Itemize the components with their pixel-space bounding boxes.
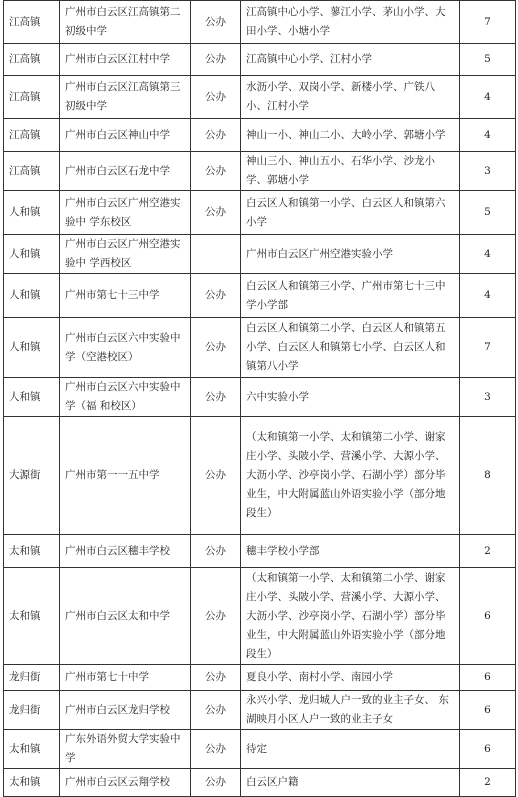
count-cell: 3	[460, 378, 516, 417]
school-type-cell: 公办	[191, 1, 241, 44]
table-row	[4, 535, 516, 568]
middle-school-cell: 广州市第七十中学	[60, 665, 191, 691]
table-body	[4, 1, 516, 797]
middle-school-cell: 广州市白云区石龙中学	[60, 152, 191, 191]
school-district-table	[3, 0, 516, 797]
school-type-cell: 公办	[191, 191, 241, 235]
primary-schools-cell: 水沥小学、双岗小学、新楼小学、广铁八小、江村小学	[241, 76, 460, 119]
middle-school-cell: 广州市白云区江高镇第三初级中学	[60, 76, 191, 119]
primary-schools-cell: 广州市白云区广州空港实验小学	[241, 235, 460, 274]
school-type-cell: 公办	[191, 568, 241, 665]
town-cell: 江高镇	[4, 76, 60, 119]
middle-school-cell: 广州市白云区云翔学校	[60, 769, 191, 797]
school-type-cell: 公办	[191, 152, 241, 191]
middle-school-cell: 广州市白云区龙归学校	[60, 691, 191, 730]
town-cell: 江高镇	[4, 119, 60, 152]
primary-schools-cell: 夏良小学、南村小学、南园小学	[241, 665, 460, 691]
middle-school-cell: 广州市白云区神山中学	[60, 119, 191, 152]
table-row	[4, 665, 516, 691]
count-cell: 7	[460, 1, 516, 44]
school-type-cell: 公办	[191, 119, 241, 152]
town-cell: 人和镇	[4, 378, 60, 417]
primary-schools-cell: 白云区人和镇第三小学、广州市第七十三中学小学部	[241, 274, 460, 318]
primary-schools-cell: 白云区户籍	[241, 769, 460, 797]
table-row	[4, 568, 516, 665]
town-cell: 江高镇	[4, 152, 60, 191]
primary-schools-cell: （太和镇第一小学、太和镇第二小学、谢家庄小学、头陂小学、营溪小学、大源小学、大沥小学、沙亭岗小学、石湖小学）部分毕业生，中大附属蓝山外语实验小学（部分地段生）	[241, 417, 460, 535]
count-cell: 5	[460, 44, 516, 76]
count-cell: 4	[460, 274, 516, 318]
count-cell: 4	[460, 235, 516, 274]
primary-schools-cell: 白云区人和镇第二小学、白云区人和镇第五小学、白云区人和镇第七小学、白云区人和镇第八小学	[241, 318, 460, 378]
table-row	[4, 191, 516, 235]
school-type-cell: 公办	[191, 44, 241, 76]
table-row	[4, 1, 516, 44]
table-row	[4, 235, 516, 274]
primary-schools-cell: 白云区人和镇第一小学、白云区人和镇第六小学	[241, 191, 460, 235]
town-cell: 太和镇	[4, 535, 60, 568]
school-type-cell: 公办	[191, 378, 241, 417]
town-cell: 大源街	[4, 417, 60, 535]
middle-school-cell: 广州市白云区六中实验中学（福 和校区）	[60, 378, 191, 417]
middle-school-cell: 广州市白云区太和中学	[60, 568, 191, 665]
middle-school-cell: 广东外语外贸大学实验中学	[60, 730, 191, 769]
primary-schools-cell: 江高镇中心小学、蓼江小学、茅山小学、大田小学、小塘小学	[241, 1, 460, 44]
middle-school-cell: 广州市白云区穗丰学校	[60, 535, 191, 568]
town-cell: 人和镇	[4, 318, 60, 378]
count-cell: 5	[460, 191, 516, 235]
middle-school-cell: 广州市白云区江村中学	[60, 44, 191, 76]
school-type-cell: 公办	[191, 76, 241, 119]
table-row	[4, 730, 516, 769]
table-row	[4, 274, 516, 318]
table-row	[4, 417, 516, 535]
primary-schools-cell: 神山三小、神山五小、石华小学、沙龙小学、郭塘小学	[241, 152, 460, 191]
town-cell: 人和镇	[4, 235, 60, 274]
middle-school-cell: 广州市白云区江高镇第二初级中学	[60, 1, 191, 44]
primary-schools-cell: 神山一小、神山二小、大岭小学、郭塘小学	[241, 119, 460, 152]
count-cell: 6	[460, 691, 516, 730]
town-cell: 太和镇	[4, 769, 60, 797]
school-type-cell: 公办	[191, 691, 241, 730]
middle-school-cell: 广州市第一一五中学	[60, 417, 191, 535]
table-row	[4, 318, 516, 378]
count-cell: 6	[460, 568, 516, 665]
town-cell: 人和镇	[4, 274, 60, 318]
count-cell: 4	[460, 76, 516, 119]
primary-schools-cell: 永兴小学、龙归城人户一致的业主子女、 东湖映月小区人户一致的业主子女	[241, 691, 460, 730]
count-cell: 7	[460, 318, 516, 378]
count-cell: 6	[460, 665, 516, 691]
school-type-cell: 公办	[191, 535, 241, 568]
count-cell: 2	[460, 769, 516, 797]
primary-schools-cell: （太和镇第一小学、太和镇第二小学、谢家庄小学、头陂小学、营溪小学、大源小学、大沥小学、沙亭岗小学、石湖小学）部分毕业生，中大附属蓝山外语实验小学（部分地段生）	[241, 568, 460, 665]
town-cell: 江高镇	[4, 44, 60, 76]
school-type-cell: 公办	[191, 730, 241, 769]
table-row	[4, 76, 516, 119]
table-row	[4, 44, 516, 76]
school-type-cell: 公办	[191, 318, 241, 378]
school-type-cell: 公办	[191, 417, 241, 535]
school-type-cell: 公办	[191, 665, 241, 691]
middle-school-cell: 广州市白云区广州空港实验中 学西校区	[60, 235, 191, 274]
school-type-cell: 公办	[191, 769, 241, 797]
count-cell: 3	[460, 152, 516, 191]
primary-schools-cell: 穗丰学校小学部	[241, 535, 460, 568]
count-cell: 4	[460, 119, 516, 152]
table-row	[4, 152, 516, 191]
town-cell: 人和镇	[4, 191, 60, 235]
middle-school-cell: 广州市白云区六中实验中学（空港校区）	[60, 318, 191, 378]
middle-school-cell: 广州市第七十三中学	[60, 274, 191, 318]
town-cell: 江高镇	[4, 1, 60, 44]
school-type-cell	[191, 235, 241, 274]
table-row	[4, 378, 516, 417]
table-row	[4, 691, 516, 730]
town-cell: 太和镇	[4, 568, 60, 665]
town-cell: 太和镇	[4, 730, 60, 769]
primary-schools-cell: 六中实验小学	[241, 378, 460, 417]
town-cell: 龙归街	[4, 691, 60, 730]
middle-school-cell: 广州市白云区广州空港实验中 学东校区	[60, 191, 191, 235]
count-cell: 8	[460, 417, 516, 535]
table-row	[4, 769, 516, 797]
primary-schools-cell: 待定	[241, 730, 460, 769]
primary-schools-cell: 江高镇中心小学、江村小学	[241, 44, 460, 76]
town-cell: 龙归街	[4, 665, 60, 691]
count-cell: 2	[460, 535, 516, 568]
table-row	[4, 119, 516, 152]
school-type-cell: 公办	[191, 274, 241, 318]
count-cell: 6	[460, 730, 516, 769]
